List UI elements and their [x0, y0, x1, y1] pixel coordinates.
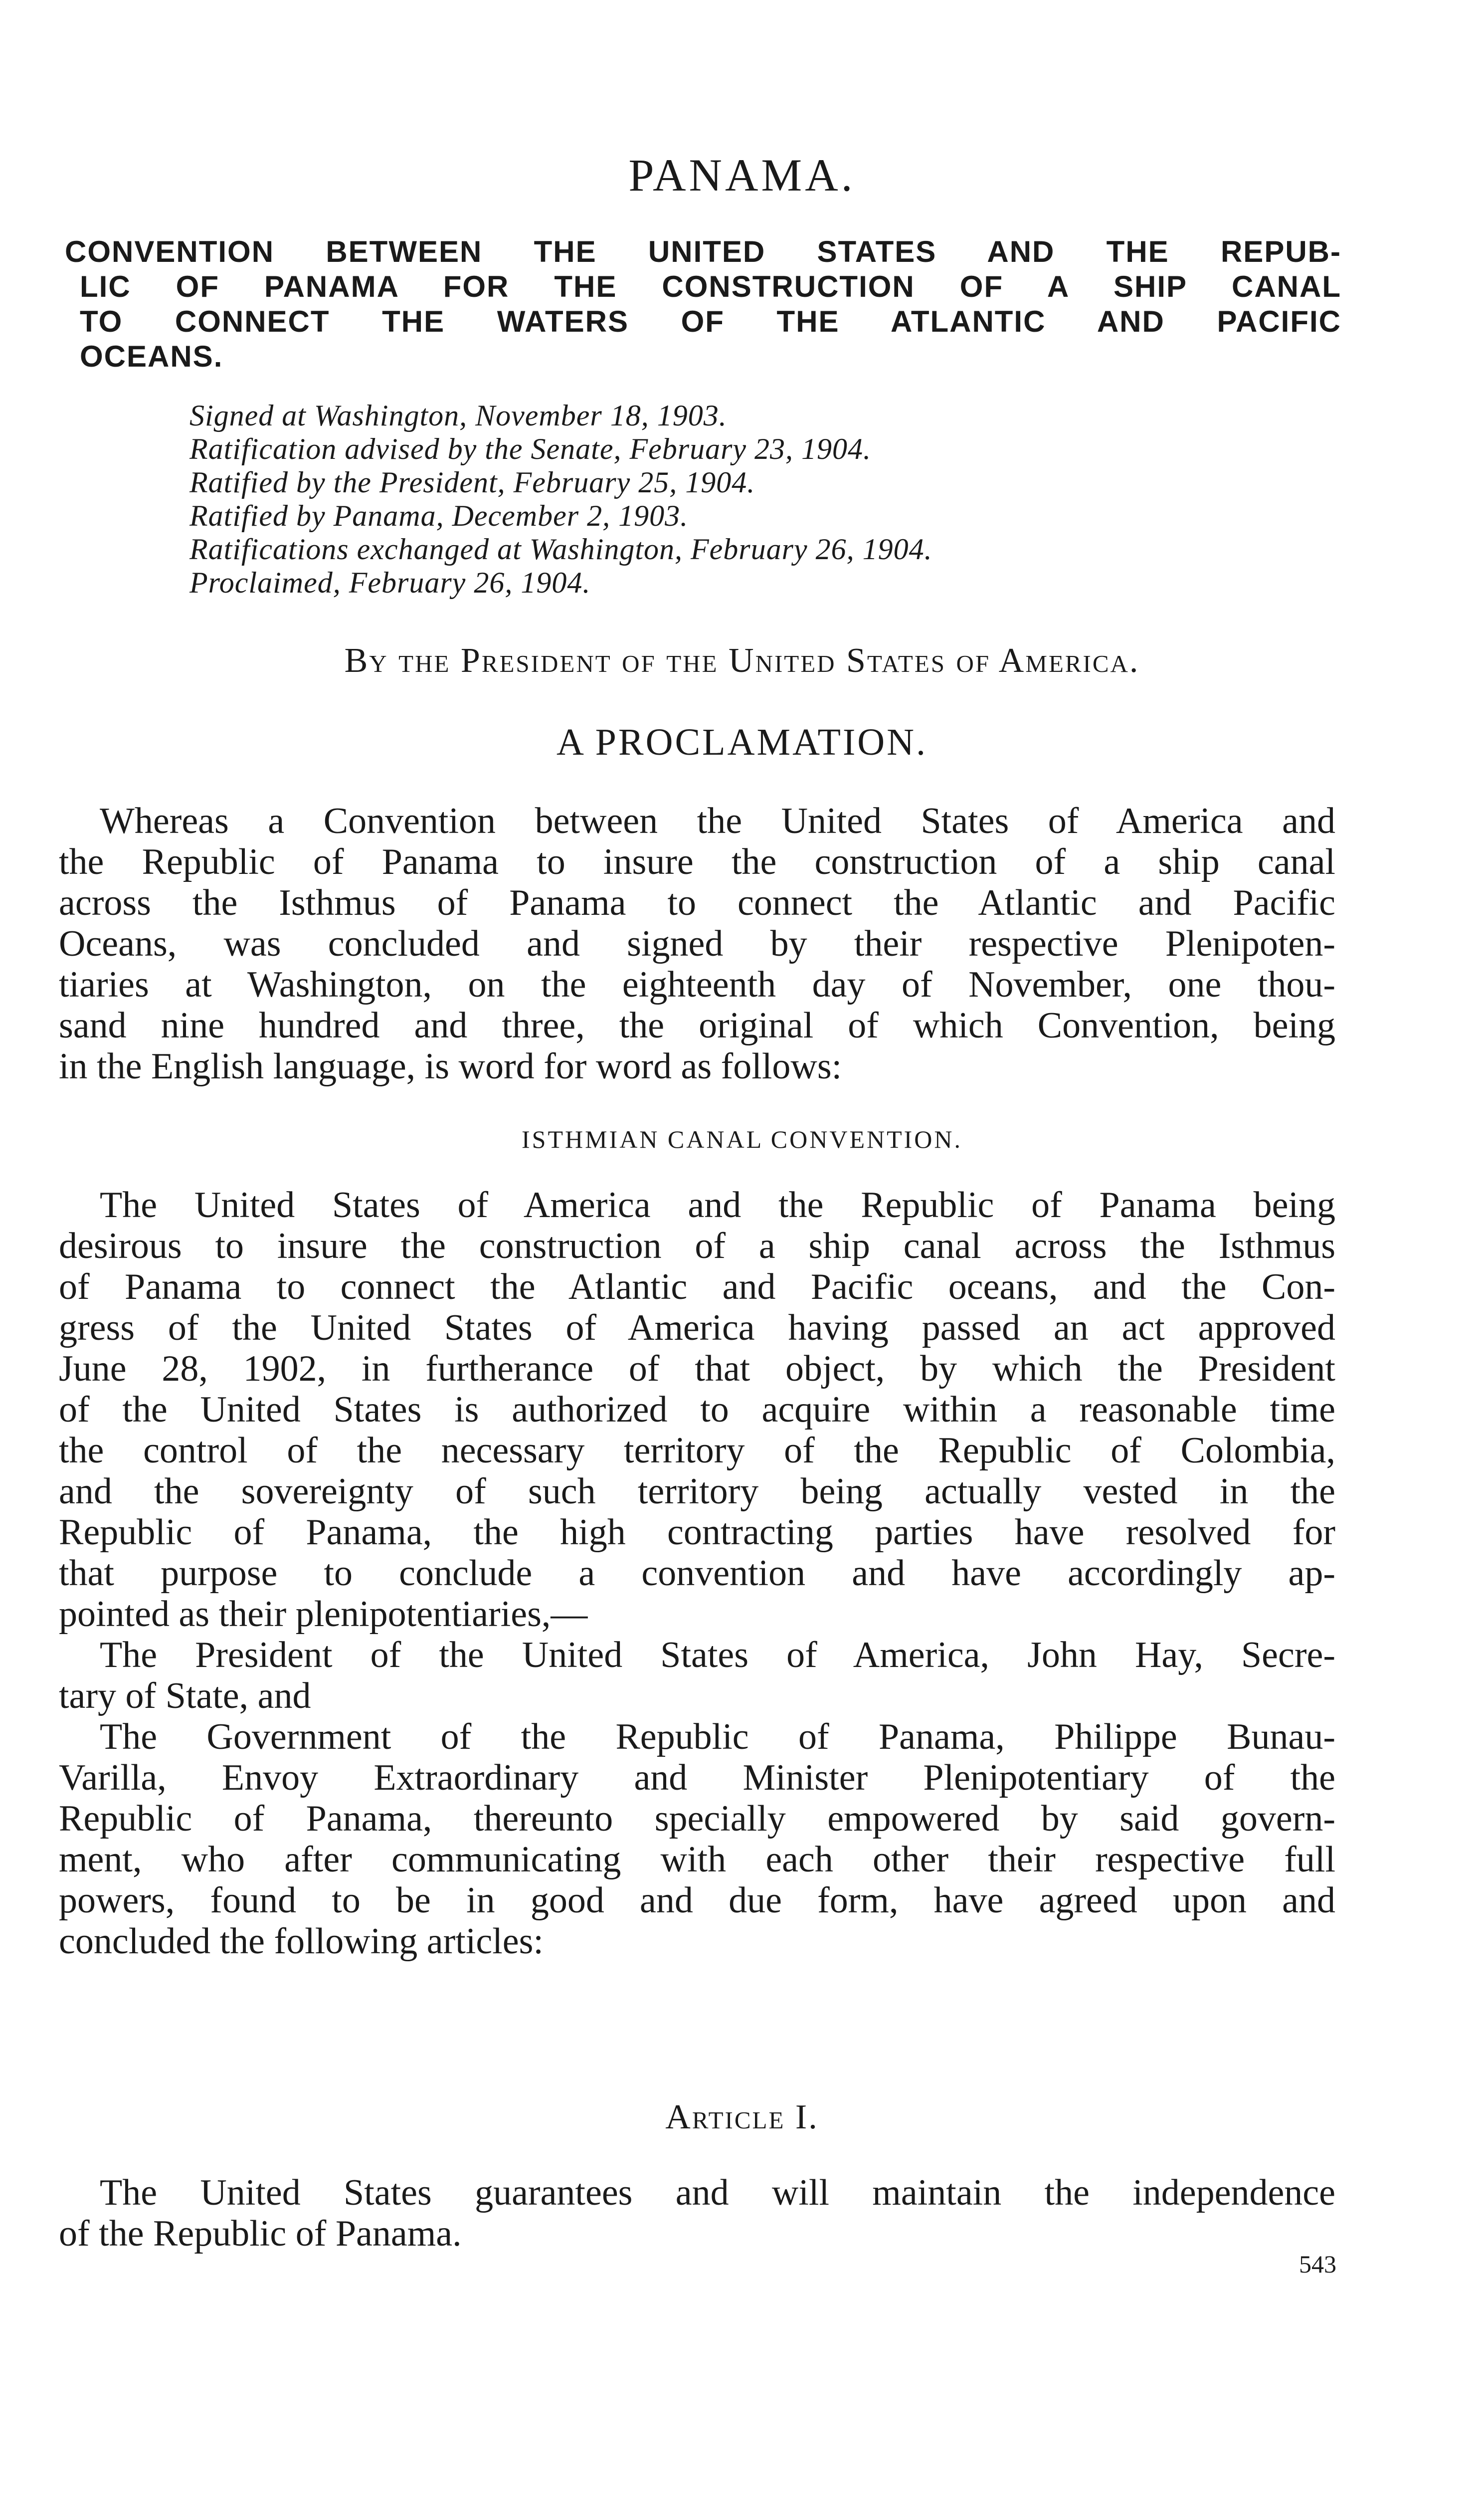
text-line: The Government of the Republic of Panama, Philippe Bunau-	[100, 1716, 1335, 1757]
text-line: Whereas a Convention between the United States of America and	[100, 801, 1335, 841]
text-line: ment, who after communicating with each other their respective full	[59, 1839, 1335, 1880]
text-line: of the Republic of Panama.	[59, 2213, 462, 2254]
text-line: of Panama to connect the Atlantic and Pacific oceans, and the Con-	[59, 1266, 1335, 1307]
article-heading: Article I.	[665, 2098, 819, 2136]
heading-line: TO CONNECT THE WATERS OF THE ATLANTIC AND PACIFIC	[80, 305, 1341, 338]
whereas-paragraph	[59, 801, 1335, 1087]
text-line: powers, found to be in good and due form, have agreed upon and	[59, 1880, 1335, 1921]
president-paragraph	[59, 1635, 1335, 1716]
page-number: 543	[1299, 2250, 1336, 2278]
text-line: desirous to insure the construction of a ship canal across the Isthmus	[59, 1226, 1335, 1266]
proclaimer-line: By the President of the United States of America.	[344, 641, 1140, 680]
text-line: pointed as their plenipotentiaries,—	[59, 1594, 588, 1635]
text-line: and the sovereignty of such territory being actually vested in the	[59, 1471, 1335, 1512]
text-line: of the United States is authorized to acquire within a reasonable time	[59, 1389, 1335, 1430]
text-line: Republic of Panama, thereunto specially empowered by said govern-	[59, 1798, 1335, 1839]
text-line: the control of the necessary territory of the Republic of Colombia,	[59, 1430, 1335, 1471]
panama-paragraph	[59, 1716, 1335, 1962]
text-line: across the Isthmus of Panama to connect the Atlantic and Pacific	[59, 882, 1335, 923]
text-line: tary of State, and	[59, 1675, 311, 1716]
text-line: the Republic of Panama to insure the construction of a ship canal	[59, 841, 1335, 882]
text-line: The United States of America and the Republic of Panama being	[100, 1185, 1335, 1226]
date-line: Ratification advised by the Senate, February 23, 1904.	[189, 432, 872, 465]
heading-line: OCEANS.	[80, 340, 223, 373]
text-line: that purpose to conclude a convention and have accordingly ap-	[59, 1553, 1335, 1594]
text-line: Oceans, was concluded and signed by their respective Plenipoten-	[59, 923, 1335, 964]
proclamation-title: A PROCLAMATION.	[556, 721, 928, 763]
heading-line: LIC OF PANAMA FOR THE CONSTRUCTION OF A SHIP CANAL	[80, 270, 1341, 303]
text-line: tiaries at Washington, on the eighteenth day of November, one thou-	[59, 964, 1335, 1005]
date-line: Signed at Washington, November 18, 1903.	[189, 399, 727, 432]
section-heading: ISTHMIAN CANAL CONVENTION.	[521, 1125, 963, 1153]
date-line: Ratified by Panama, December 2, 1903.	[189, 499, 689, 532]
text-line: The United States guarantees and will maintain the independence	[100, 2172, 1335, 2213]
preamble-paragraph	[59, 1185, 1335, 1635]
convention-heading	[65, 234, 1341, 374]
text-line: sand nine hundred and three, the original of which Convention, being	[59, 1005, 1335, 1046]
text-line: June 28, 1902, in furtherance of that object, by which the President	[59, 1348, 1335, 1389]
date-line: Ratifications exchanged at Washington, February 26, 1904.	[189, 533, 932, 566]
text-line: Varilla, Envoy Extraordinary and Minister Plenipotentiary of the	[59, 1757, 1335, 1798]
text-line: in the English language, is word for word as follows:	[59, 1046, 842, 1087]
text-line: gress of the United States of America having passed an act approved	[59, 1307, 1335, 1348]
heading-line: CONVENTION BETWEEN THE UNITED STATES AND THE REPUB-	[65, 235, 1341, 268]
date-line: Ratified by the President, February 25, 1904.	[189, 466, 755, 499]
page-title: PANAMA.	[628, 150, 856, 201]
ratification-dates	[189, 399, 932, 600]
article-paragraph	[59, 2172, 1335, 2254]
date-line: Proclaimed, February 26, 1904.	[189, 566, 591, 599]
text-line: concluded the following articles:	[59, 1921, 544, 1962]
text-line: Republic of Panama, the high contracting parties have resolved for	[59, 1512, 1335, 1553]
text-line: The President of the United States of America, John Hay, Secre-	[100, 1635, 1335, 1675]
